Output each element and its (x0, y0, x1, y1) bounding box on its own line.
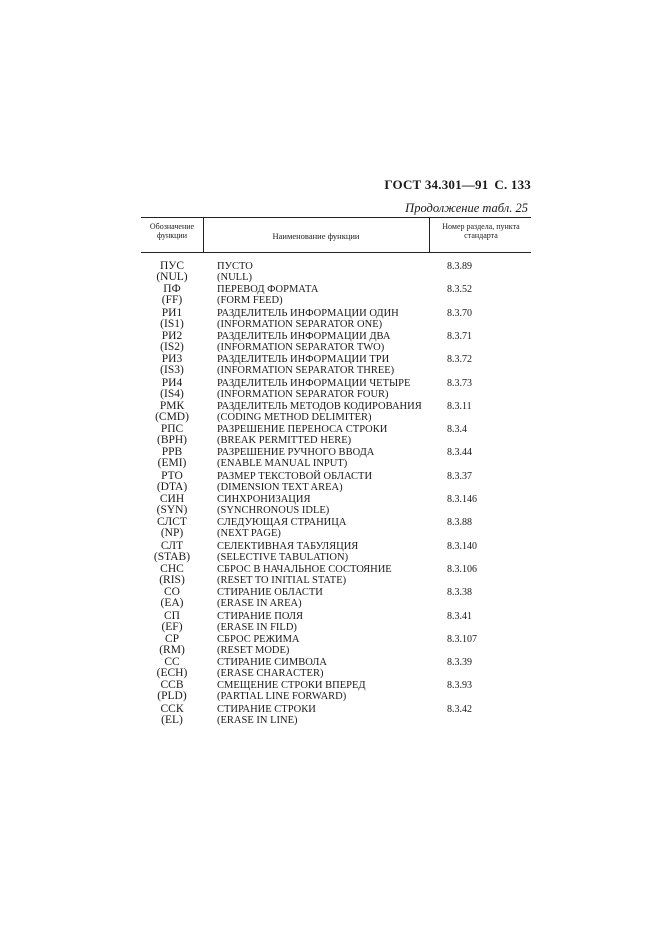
abbr-ru: ССВ (160, 679, 184, 692)
function-name (217, 611, 437, 633)
abbr-ru: СИН (159, 493, 185, 505)
name-ru: СЕЛЕКТИВНАЯ ТАБУЛЯЦИЯ (217, 540, 359, 552)
abbr-ru: СП (164, 609, 180, 622)
abbr-en: (RM) (159, 643, 185, 656)
name-ru: СТИРАНИЕ ОБЛАСТИ (217, 587, 323, 599)
table-row (141, 564, 531, 586)
name-en: (INFORMATION SEPARATOR FOUR) (217, 388, 389, 400)
function-name (217, 401, 437, 423)
abbr-ru: СР (164, 632, 180, 645)
abbr-en: (BPH) (156, 434, 188, 447)
abbr-en: (NUL) (156, 271, 188, 283)
function-abbr (141, 401, 203, 423)
table-row (141, 494, 531, 516)
function-name (217, 657, 437, 679)
function-name (217, 634, 437, 656)
table-row (141, 657, 531, 679)
table-row (141, 447, 531, 469)
name-en: (ERASE IN LINE) (217, 714, 298, 726)
abbr-ru: СЛТ (160, 539, 184, 552)
abbr-ru: РИ3 (161, 353, 183, 366)
abbr-en: (CMD) (155, 410, 189, 423)
abbr-en: (IS1) (160, 317, 184, 330)
name-en: (NULL) (217, 272, 252, 283)
name-ru: СИНХРОНИЗАЦИЯ (217, 494, 311, 505)
abbr-en: (FF) (161, 294, 183, 307)
section-ref: 8.3.107 (447, 633, 477, 645)
section-ref: 8.3.38 (447, 587, 472, 599)
column-header-ref: Номер раздела, пункта стандарта (442, 222, 520, 240)
section-ref: 8.3.41 (447, 610, 472, 622)
name-ru: РАЗМЕР ТЕКСТОВОЙ ОБЛАСТИ (217, 470, 373, 482)
function-name (217, 471, 437, 493)
section-ref: 8.3.106 (447, 563, 477, 575)
name-en: (RESET TO INITIAL STATE) (217, 574, 347, 586)
table-row (141, 611, 531, 633)
section-ref: 8.3.70 (447, 307, 472, 319)
function-abbr (141, 634, 203, 656)
section-ref: 8.3.93 (447, 680, 472, 692)
function-name (217, 587, 437, 609)
name-en: (PARTIAL LINE FORWARD) (217, 691, 347, 703)
abbr-en: (SYN) (156, 504, 188, 516)
function-abbr (141, 657, 203, 679)
table-row (141, 401, 531, 423)
function-name (217, 517, 437, 539)
table-row (141, 704, 531, 726)
abbr-ru: РИ2 (161, 329, 183, 342)
name-ru: СЛЕДУЮЩАЯ СТРАНИЦА (217, 517, 347, 529)
section-ref: 8.3.37 (447, 470, 472, 482)
function-abbr (141, 541, 203, 563)
function-abbr (141, 378, 203, 400)
table-row (141, 261, 531, 283)
name-ru: РАЗДЕЛИТЕЛЬ ИНФОРМАЦИИ ОДИН (217, 307, 399, 319)
table-row (141, 680, 531, 702)
table-continuation-caption: Продолжение табл. 25 (405, 201, 528, 215)
section-ref: 8.3.52 (447, 284, 472, 296)
abbr-en: (NP) (160, 527, 184, 540)
name-ru: СМЕЩЕНИЕ СТРОКИ ВПЕРЕД (217, 680, 366, 692)
name-en: (ENABLE MANUAL INPUT) (217, 458, 348, 470)
function-name (217, 261, 437, 283)
column-header-name: Наименование функции (272, 231, 360, 241)
table-row (141, 471, 531, 493)
abbr-ru: СНС (160, 562, 184, 575)
name-en: (CODING METHOD DELIMITER) (217, 411, 372, 423)
name-en: (ERASE CHARACTER) (217, 668, 324, 680)
table-header (141, 217, 531, 253)
abbr-en: (IS2) (160, 340, 184, 353)
column-divider (429, 218, 430, 252)
function-abbr (141, 587, 203, 609)
table-row (141, 587, 531, 609)
functions-table (141, 217, 531, 726)
name-en: (INFORMATION SEPARATOR ONE) (217, 318, 383, 330)
abbr-en: (DTA) (156, 480, 188, 493)
table-row (141, 331, 531, 353)
page-number: С. 133 (494, 177, 531, 192)
name-en: (RESET MODE) (217, 644, 290, 656)
function-abbr (141, 564, 203, 586)
abbr-ru: ПУС (159, 260, 185, 272)
abbr-ru: ССК (160, 702, 184, 715)
name-ru: РАЗДЕЛИТЕЛЬ ИНФОРМАЦИИ ЧЕТЫРЕ (217, 377, 411, 389)
name-ru: СТИРАНИЕ СТРОКИ (217, 703, 316, 715)
function-abbr (141, 284, 203, 306)
abbr-ru: СО (164, 586, 180, 599)
name-ru: РАЗРЕШЕНИЕ РУЧНОГО ВВОДА (217, 447, 375, 459)
abbr-en: (STAB) (153, 550, 191, 563)
abbr-ru: РИ4 (161, 376, 183, 389)
name-en: (NEXT PAGE) (217, 528, 281, 540)
name-ru: РАЗДЕЛИТЕЛЬ ИНФОРМАЦИИ ТРИ (217, 354, 390, 366)
section-ref: 8.3.140 (447, 540, 477, 552)
abbr-ru: ПФ (163, 283, 181, 296)
table-row (141, 308, 531, 330)
name-en: (INFORMATION SEPARATOR THREE) (217, 365, 395, 377)
function-name (217, 284, 437, 306)
abbr-ru: РМК (159, 399, 185, 412)
name-ru: ПУСТО (217, 261, 253, 272)
section-ref: 8.3.89 (447, 261, 472, 272)
function-name (217, 331, 437, 353)
table-row (141, 378, 531, 400)
section-ref: 8.3.42 (447, 703, 472, 715)
page-header (384, 177, 531, 193)
section-ref: 8.3.4 (447, 424, 467, 436)
abbr-en: (IS4) (160, 387, 184, 400)
name-ru: ПЕРЕВОД ФОРМАТА (217, 284, 319, 296)
name-ru: СТИРАНИЕ ПОЛЯ (217, 610, 304, 622)
name-ru: СБРОС РЕЖИМА (217, 633, 300, 645)
section-ref: 8.3.71 (447, 330, 472, 342)
function-abbr (141, 680, 203, 702)
section-ref: 8.3.44 (447, 447, 472, 459)
function-abbr (141, 471, 203, 493)
abbr-ru: СЛСТ (157, 516, 187, 529)
table-row (141, 424, 531, 446)
abbr-en: (ECH) (156, 667, 188, 680)
function-name (217, 564, 437, 586)
section-ref: 8.3.73 (447, 377, 472, 389)
table-row (141, 354, 531, 376)
abbr-ru: РИ1 (161, 306, 183, 319)
section-ref: 8.3.146 (447, 494, 477, 505)
function-abbr (141, 331, 203, 353)
function-abbr (141, 424, 203, 446)
function-name (217, 308, 437, 330)
name-en: (SELECTIVE TABULATION) (217, 551, 349, 563)
function-abbr (141, 447, 203, 469)
name-en: (ERASE IN AREA) (217, 598, 302, 610)
table-row (141, 634, 531, 656)
name-ru: РАЗДЕЛИТЕЛЬ ИНФОРМАЦИИ ДВА (217, 330, 391, 342)
name-en: (BREAK PERMITTED HERE) (217, 435, 352, 447)
table-row (141, 284, 531, 306)
section-ref: 8.3.88 (447, 517, 472, 529)
name-ru: СТИРАНИЕ СИМВОЛА (217, 657, 327, 669)
function-abbr (141, 704, 203, 726)
abbr-ru: РТО (161, 469, 183, 482)
name-ru: СБРОС В НАЧАЛЬНОЕ СОСТОЯНИЕ (217, 563, 392, 575)
name-en: (INFORMATION SEPARATOR TWO) (217, 341, 385, 353)
function-name (217, 424, 437, 446)
standard-title: ГОСТ 34.301—91 (384, 177, 489, 192)
section-ref: 8.3.11 (447, 400, 472, 412)
function-abbr (141, 354, 203, 376)
function-abbr (141, 308, 203, 330)
function-name (217, 494, 437, 516)
abbr-en: (IS3) (160, 364, 184, 377)
table-row (141, 517, 531, 539)
abbr-en: (PLD) (157, 690, 187, 703)
function-abbr (141, 261, 203, 283)
table-row (141, 541, 531, 563)
column-header-abbr: Обозначение функции (149, 222, 195, 240)
function-name (217, 378, 437, 400)
function-name (217, 704, 437, 726)
function-abbr (141, 494, 203, 516)
name-en: (ERASE IN FILD) (217, 621, 297, 633)
abbr-en: (EA) (160, 597, 184, 610)
section-ref: 8.3.72 (447, 354, 472, 366)
name-ru: РАЗДЕЛИТЕЛЬ МЕТОДОВ КОДИРОВАНИЯ (217, 400, 422, 412)
abbr-ru: РПС (160, 423, 184, 436)
abbr-en: (EMI) (157, 457, 187, 470)
function-name (217, 447, 437, 469)
function-abbr (141, 517, 203, 539)
function-abbr (141, 611, 203, 633)
abbr-en: (RIS) (159, 573, 185, 586)
abbr-ru: РРВ (161, 446, 183, 459)
abbr-en: (EL) (161, 713, 183, 726)
function-name (217, 680, 437, 702)
name-en: (DIMENSION TEXT AREA) (217, 481, 343, 493)
function-name (217, 354, 437, 376)
name-ru: РАЗРЕШЕНИЕ ПЕРЕНОСА СТРОКИ (217, 424, 388, 436)
function-name (217, 541, 437, 563)
name-en: (SYNCHRONOUS IDLE) (217, 505, 330, 516)
abbr-en: (EF) (161, 620, 183, 633)
abbr-ru: СС (164, 656, 180, 669)
name-en: (FORM FEED) (217, 295, 283, 307)
section-ref: 8.3.39 (447, 657, 472, 669)
